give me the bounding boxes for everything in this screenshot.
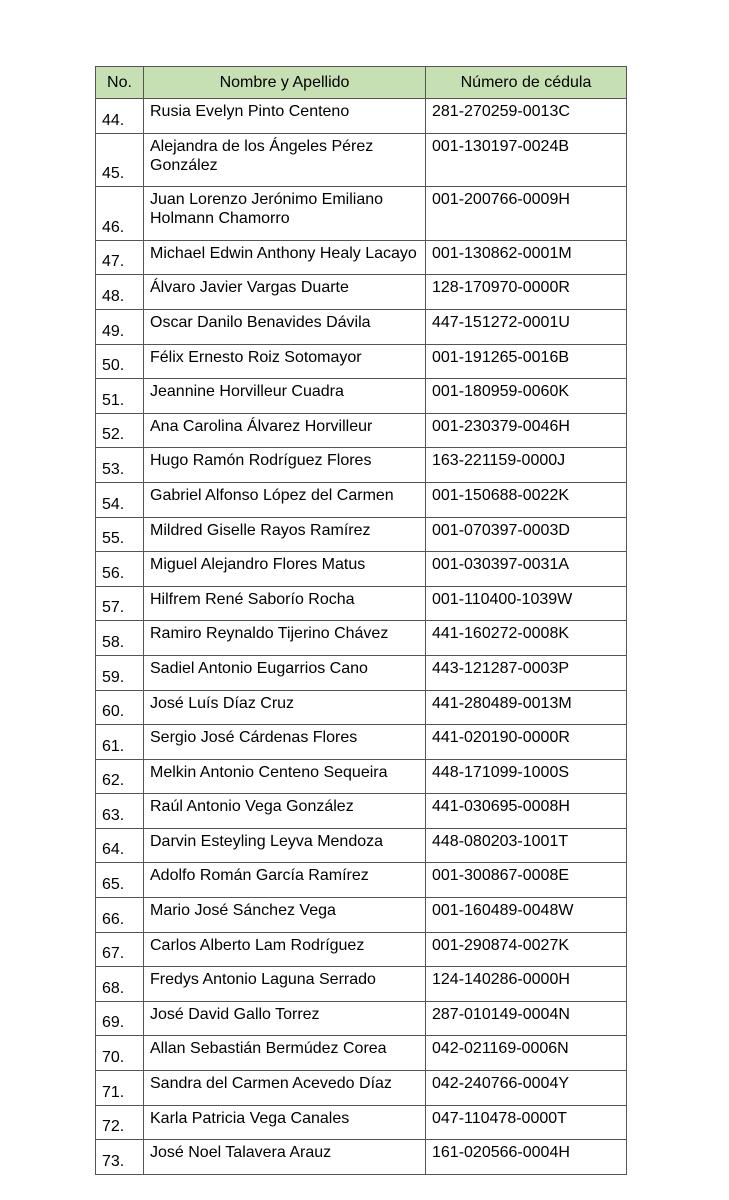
row-number: 65. xyxy=(96,863,144,898)
row-number: 57. xyxy=(96,586,144,621)
row-number: 55. xyxy=(96,517,144,552)
row-cedula: 161-020566-0004H xyxy=(426,1140,627,1175)
table-row xyxy=(96,1036,627,1071)
row-cedula: 281-270259-0013C xyxy=(426,99,627,134)
row-cedula: 001-030397-0031A xyxy=(426,552,627,587)
row-cedula: 441-020190-0000R xyxy=(426,725,627,760)
row-number: 46. xyxy=(96,187,144,241)
row-number: 51. xyxy=(96,379,144,414)
row-name: José Noel Talavera Arauz xyxy=(144,1140,426,1175)
row-number: 71. xyxy=(96,1071,144,1106)
table-header xyxy=(96,67,627,99)
table-row xyxy=(96,552,627,587)
row-name: Karla Patricia Vega Canales xyxy=(144,1105,426,1140)
row-name: José Luís Díaz Cruz xyxy=(144,690,426,725)
row-cedula: 441-030695-0008H xyxy=(426,794,627,829)
row-cedula: 001-191265-0016B xyxy=(426,344,627,379)
table-row xyxy=(96,967,627,1002)
row-number: 54. xyxy=(96,482,144,517)
table-row xyxy=(96,863,627,898)
table-row xyxy=(96,898,627,933)
row-number: 49. xyxy=(96,309,144,344)
table-row xyxy=(96,99,627,134)
cedula-table xyxy=(95,66,627,1175)
table-row xyxy=(96,586,627,621)
row-name: Fredys Antonio Laguna Serrado xyxy=(144,967,426,1002)
row-number: 69. xyxy=(96,1001,144,1036)
table-row xyxy=(96,932,627,967)
row-cedula: 128-170970-0000R xyxy=(426,275,627,310)
row-name: Sandra del Carmen Acevedo Díaz xyxy=(144,1071,426,1106)
table-row xyxy=(96,621,627,656)
row-cedula: 001-070397-0003D xyxy=(426,517,627,552)
row-cedula: 443-121287-0003P xyxy=(426,655,627,690)
row-name: Raúl Antonio Vega González xyxy=(144,794,426,829)
table-row xyxy=(96,240,627,275)
row-name: Oscar Danilo Benavides Dávila xyxy=(144,309,426,344)
row-cedula: 042-240766-0004Y xyxy=(426,1071,627,1106)
table-row xyxy=(96,133,627,187)
table-row xyxy=(96,828,627,863)
row-number: 63. xyxy=(96,794,144,829)
row-cedula: 448-080203-1001T xyxy=(426,828,627,863)
row-number: 58. xyxy=(96,621,144,656)
row-cedula: 441-160272-0008K xyxy=(426,621,627,656)
row-name: Darvin Esteyling Leyva Mendoza xyxy=(144,828,426,863)
row-name: Ana Carolina Álvarez Horvilleur xyxy=(144,413,426,448)
row-name: Allan Sebastián Bermúdez Corea xyxy=(144,1036,426,1071)
row-name: Carlos Alberto Lam Rodríguez xyxy=(144,932,426,967)
row-number: 56. xyxy=(96,552,144,587)
row-number: 48. xyxy=(96,275,144,310)
row-number: 67. xyxy=(96,932,144,967)
row-number: 64. xyxy=(96,828,144,863)
row-name: Hilfrem René Saborío Rocha xyxy=(144,586,426,621)
row-cedula: 001-160489-0048W xyxy=(426,898,627,933)
row-name: Gabriel Alfonso López del Carmen xyxy=(144,482,426,517)
row-number: 70. xyxy=(96,1036,144,1071)
row-cedula: 001-130197-0024B xyxy=(426,133,627,187)
row-name: Rusia Evelyn Pinto Centeno xyxy=(144,99,426,134)
row-number: 66. xyxy=(96,898,144,933)
table-row xyxy=(96,655,627,690)
row-number: 62. xyxy=(96,759,144,794)
table-row xyxy=(96,1105,627,1140)
table-row xyxy=(96,344,627,379)
row-name: Hugo Ramón Rodríguez Flores xyxy=(144,448,426,483)
header-no: No. xyxy=(96,67,144,99)
row-cedula: 441-280489-0013M xyxy=(426,690,627,725)
table-body xyxy=(96,99,627,1175)
row-number: 61. xyxy=(96,725,144,760)
row-cedula: 042-021169-0006N xyxy=(426,1036,627,1071)
table-row xyxy=(96,275,627,310)
table-row xyxy=(96,725,627,760)
table-row xyxy=(96,448,627,483)
row-name: Jeannine Horvilleur Cuadra xyxy=(144,379,426,414)
row-name: Miguel Alejandro Flores Matus xyxy=(144,552,426,587)
row-name: Mildred Giselle Rayos Ramírez xyxy=(144,517,426,552)
row-name: Sadiel Antonio Eugarrios Cano xyxy=(144,655,426,690)
row-name: José David Gallo Torrez xyxy=(144,1001,426,1036)
row-number: 53. xyxy=(96,448,144,483)
table-row xyxy=(96,482,627,517)
row-name: Alejandra de los Ángeles Pérez González xyxy=(144,133,426,187)
row-cedula: 001-200766-0009H xyxy=(426,187,627,241)
table-row xyxy=(96,759,627,794)
row-name: Álvaro Javier Vargas Duarte xyxy=(144,275,426,310)
table-row xyxy=(96,794,627,829)
header-row xyxy=(96,67,627,99)
header-cedula: Número de cédula xyxy=(426,67,627,99)
row-cedula: 447-151272-0001U xyxy=(426,309,627,344)
table-row xyxy=(96,413,627,448)
row-number: 60. xyxy=(96,690,144,725)
row-name: Melkin Antonio Centeno Sequeira xyxy=(144,759,426,794)
table-row xyxy=(96,517,627,552)
row-cedula: 001-180959-0060K xyxy=(426,379,627,414)
table-row xyxy=(96,1001,627,1036)
row-cedula: 047-110478-0000T xyxy=(426,1105,627,1140)
row-name: Sergio José Cárdenas Flores xyxy=(144,725,426,760)
row-number: 68. xyxy=(96,967,144,1002)
table-row xyxy=(96,690,627,725)
row-number: 73. xyxy=(96,1140,144,1175)
row-number: 47. xyxy=(96,240,144,275)
row-cedula: 001-110400-1039W xyxy=(426,586,627,621)
table-row xyxy=(96,309,627,344)
row-cedula: 124-140286-0000H xyxy=(426,967,627,1002)
row-name: Félix Ernesto Roiz Sotomayor xyxy=(144,344,426,379)
row-cedula: 001-230379-0046H xyxy=(426,413,627,448)
table-row xyxy=(96,187,627,241)
row-name: Michael Edwin Anthony Healy Lacayo xyxy=(144,240,426,275)
table-row xyxy=(96,379,627,414)
row-cedula: 287-010149-0004N xyxy=(426,1001,627,1036)
row-cedula: 001-300867-0008E xyxy=(426,863,627,898)
row-number: 72. xyxy=(96,1105,144,1140)
row-number: 50. xyxy=(96,344,144,379)
row-name: Adolfo Román García Ramírez xyxy=(144,863,426,898)
row-cedula: 163-221159-0000J xyxy=(426,448,627,483)
row-name: Ramiro Reynaldo Tijerino Chávez xyxy=(144,621,426,656)
row-cedula: 448-171099-1000S xyxy=(426,759,627,794)
row-number: 45. xyxy=(96,133,144,187)
row-name: Juan Lorenzo Jerónimo Emiliano Holmann Chamorro xyxy=(144,187,426,241)
row-name: Mario José Sánchez Vega xyxy=(144,898,426,933)
header-name: Nombre y Apellido xyxy=(144,67,426,99)
row-cedula: 001-290874-0027K xyxy=(426,932,627,967)
row-number: 44. xyxy=(96,99,144,134)
row-cedula: 001-150688-0022K xyxy=(426,482,627,517)
table-row xyxy=(96,1071,627,1106)
row-number: 52. xyxy=(96,413,144,448)
row-number: 59. xyxy=(96,655,144,690)
row-cedula: 001-130862-0001M xyxy=(426,240,627,275)
table-row xyxy=(96,1140,627,1175)
